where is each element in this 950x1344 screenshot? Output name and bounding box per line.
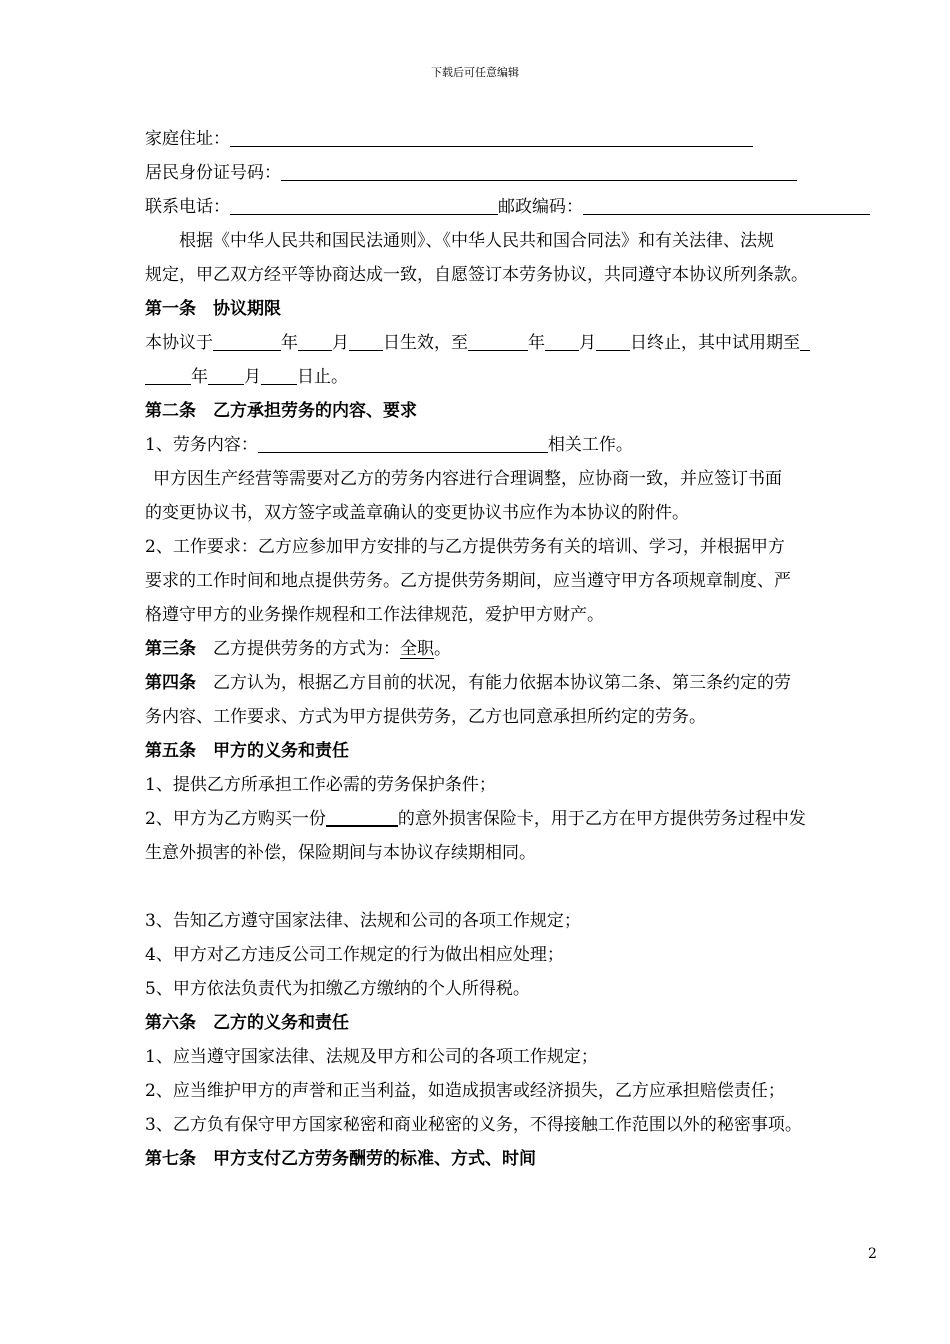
article-5-heading: 第五条 甲方的义务和责任 <box>145 741 349 761</box>
article-2-para-4: 要求的工作时间和地点提供劳务。乙方提供劳务期间，应当遵守甲方各项规章制度、严 <box>145 571 791 591</box>
article-2-para-3: 2、工作要求：乙方应参加甲方安排的与乙方提供劳务有关的培训、学习，并根据甲方 <box>145 537 785 557</box>
article-6-heading: 第六条 乙方的义务和责任 <box>145 1013 349 1033</box>
article-5-item-5: 5、甲方依法负责代为扣缴乙方缴纳的个人所得税。 <box>145 979 530 999</box>
service-mode-value: 全职 <box>400 639 434 659</box>
address-field <box>145 122 883 156</box>
article-2-para-2: 的变更协议书，双方签字或盖章确认的变更协议书应作为本协议的附件。 <box>145 503 689 523</box>
postal-code-label: 邮政编码： <box>498 197 583 217</box>
article-3: 第三条 乙方提供劳务的方式为：全职。 <box>145 639 451 659</box>
phone-blank <box>230 194 498 215</box>
article-6-item-3: 3、乙方负有保守甲方国家秘密和商业秘密的义务，不得接触工作范围以外的秘密事项。 <box>145 1115 802 1135</box>
article-6-item-2: 2、应当维护甲方的声誉和正当利益，如造成损害或经济损失，乙方应承担赔偿责任； <box>145 1081 785 1101</box>
service-content-blank <box>258 432 548 453</box>
insurance-blank <box>326 805 398 827</box>
article-6-item-1: 1、应当遵守国家法律、法规及甲方和公司的各项工作规定； <box>145 1047 598 1067</box>
intro-line-1: 根据《中华人民共和国民法通则》、《中华人民共和国合同法》和有关法律、法规 <box>179 231 774 251</box>
address-blank <box>230 126 753 147</box>
address-label: 家庭住址： <box>145 129 230 149</box>
contact-field <box>145 190 883 224</box>
article-5-item-4: 4、甲方对乙方违反公司工作规定的行为做出相应处理； <box>145 945 564 965</box>
article-2-line-1: 1、劳务内容： 相关工作。 <box>145 428 883 462</box>
article-5-item-2-cont: 生意外损害的补偿，保险期间与本协议存续期相同。 <box>145 843 536 863</box>
article-2-para-5: 格遵守甲方的业务操作规程和工作法律规范，爱护甲方财产。 <box>145 605 604 625</box>
intro-line-2: 规定，甲乙双方经平等协商达成一致，自愿签订本劳务协议，共同遵守本协议所列条款。 <box>145 265 808 285</box>
document-body <box>145 122 883 1176</box>
article-7-heading: 第七条 甲方支付乙方劳务酬劳的标准、方式、时间 <box>145 1149 536 1169</box>
id-number-blank <box>281 160 797 181</box>
page-header: 下载后可任意编辑 <box>431 66 519 79</box>
article-5-item-2: 2、甲方为乙方购买一份 的意外损害保险卡，用于乙方在甲方提供劳务过程中发 <box>145 802 883 836</box>
article-1-line-1: 本协议于 年 月 日生效，至 年 月 日终止，其中试用期至 <box>145 326 883 360</box>
phone-label: 联系电话： <box>145 197 230 217</box>
article-2-para-1: 甲方因生产经营等需要对乙方的劳务内容进行合理调整，应协商一致，并应签订书面 <box>153 469 782 489</box>
article-5-item-1: 1、提供乙方所承担工作必需的劳务保护条件； <box>145 775 496 795</box>
page-number: 2 <box>868 1246 877 1262</box>
article-4-line-2: 务内容、工作要求、方式为甲方提供劳务，乙方也同意承担所约定的劳务。 <box>145 707 706 727</box>
article-2-heading: 第二条 乙方承担劳务的内容、要求 <box>145 401 417 421</box>
article-5-item-3: 3、告知乙方遵守国家法律、法规和公司的各项工作规定； <box>145 911 581 931</box>
id-number-label: 居民身份证号码： <box>145 163 281 183</box>
postal-code-blank <box>583 194 870 215</box>
id-number-field <box>145 156 883 190</box>
article-4-line-1: 第四条 乙方认为，根据乙方目前的状况，有能力依据本协议第二条、第三条约定的劳 <box>145 673 791 693</box>
article-1-line-2: 年 月 日止。 <box>145 360 883 394</box>
article-1-heading: 第一条 协议期限 <box>145 299 281 319</box>
